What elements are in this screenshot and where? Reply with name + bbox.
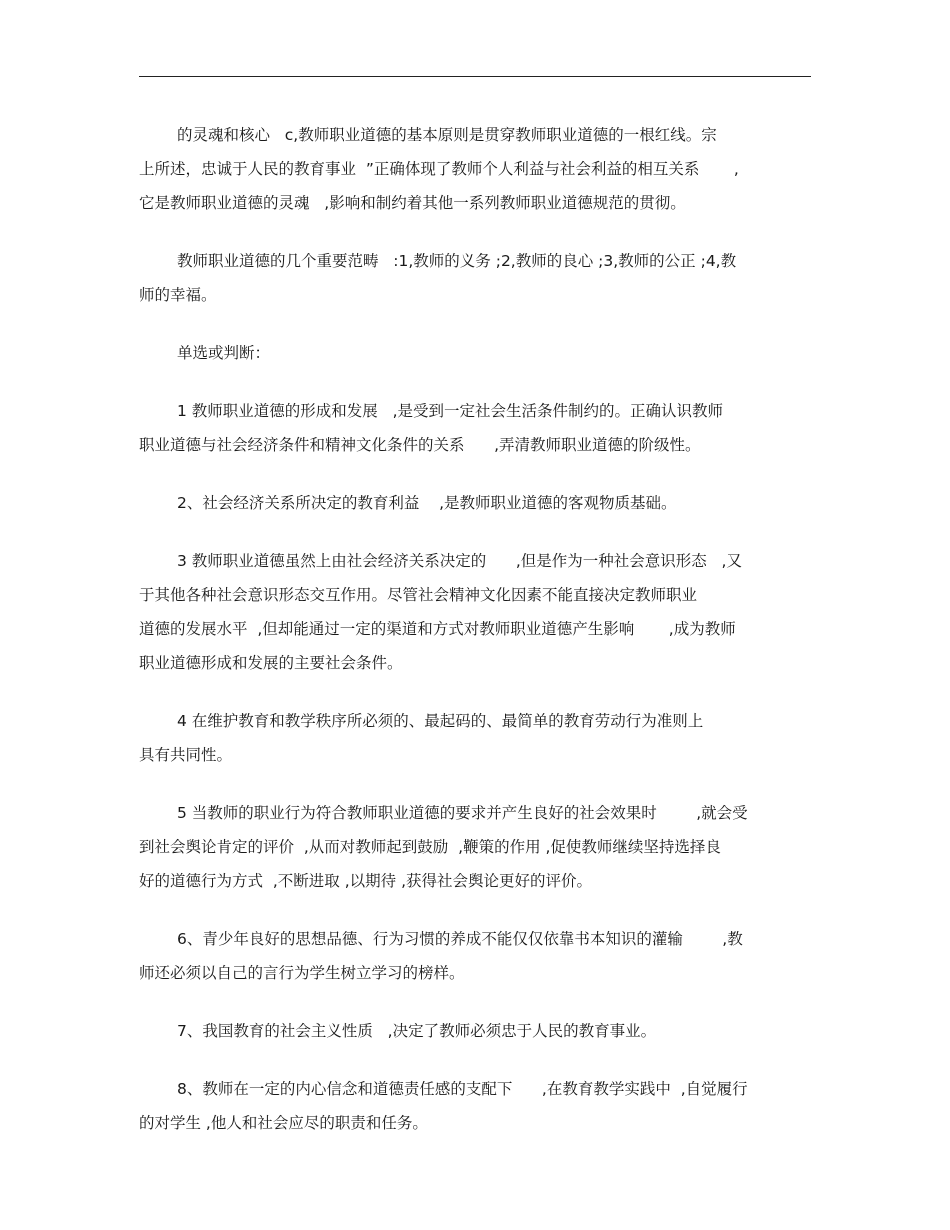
text-line: 到社会舆论肯定的评价 ,从而对教师起到鼓励 ,鞭策的作用 ,促使教师继续坚持选择良 (139, 838, 721, 856)
text-line: 4 在维护教育和教学秩序所必须的、最起码的、最简单的教育劳动行为准则上 (177, 712, 704, 730)
text-line: 职业道德与社会经济条件和精神文化条件的关系 ,弄清教师职业道德的阶级性。 (139, 436, 701, 454)
text-line: 它是教师职业道德的灵魂 ,影响和制约着其他一系列教师职业道德规范的贯彻。 (139, 194, 686, 212)
text-line: 7、我国教育的社会主义性质 ,决定了教师必须忠于人民的教育事业。 (177, 1022, 657, 1040)
paragraph (139, 244, 819, 312)
paragraph (139, 796, 819, 898)
text-line: 好的道德行为方式 ,不断进取 ,以期待 ,获得社会舆论更好的评价。 (139, 872, 592, 890)
text-line: 于其他各种社会意识形态交互作用。尽管社会精神文化因素不能直接决定教师职业 (139, 586, 698, 604)
paragraph (139, 486, 819, 520)
paragraph (139, 704, 819, 772)
document-body (139, 118, 819, 1164)
text-line: 5 当教师的职业行为符合教师职业道德的要求并产生良好的社会效果时 ,就会受 (177, 804, 748, 822)
paragraph (139, 1072, 819, 1140)
text-line: 的对学生 ,他人和社会应尽的职责和任务。 (139, 1114, 428, 1132)
text-line: 2、社会经济关系所决定的教育利益 ,是教师职业道德的客观物质基础。 (177, 494, 677, 512)
text-line: 教师职业道德的几个重要范畴 :1,教师的义务 ;2,教师的良心 ;3,教师的公正 ;4,教 (177, 252, 737, 270)
text-line: 上所述，忠诚于人民的教育事业 ”正确体现了教师个人利益与社会利益的相互关系 , (139, 160, 739, 178)
text-line: 师的幸福。 (139, 286, 217, 304)
text-line: 职业道德形成和发展的主要社会条件。 (139, 654, 403, 672)
text-line: 8、教师在一定的内心信念和道德责任感的支配下 ,在教育教学实践中 ,自觉履行 (177, 1080, 748, 1098)
paragraph (139, 394, 819, 462)
header-rule (139, 76, 811, 77)
text-line: 师还必须以自己的言行为学生树立学习的榜样。 (139, 964, 465, 982)
text-line: 3 教师职业道德虽然上由社会经济关系决定的 ,但是作为一种社会意识形态 ,又 (177, 552, 742, 570)
text-line: 的灵魂和核心 c,教师职业道德的基本原则是贯穿教师职业道德的一根红线。宗 (177, 126, 717, 144)
paragraph (139, 544, 819, 680)
paragraph (139, 118, 819, 220)
text-line: 单选或判断： (177, 344, 271, 362)
text-line: 具有共同性。 (139, 746, 233, 764)
paragraph (139, 922, 819, 990)
text-line: 道德的发展水平 ,但却能通过一定的渠道和方式对教师职业道德产生影响 ,成为教师 (139, 620, 736, 638)
paragraph (139, 336, 819, 370)
paragraph (139, 1014, 819, 1048)
text-line: 1 教师职业道德的形成和发展 ,是受到一定社会生活条件制约的。正确认识教师 (177, 402, 723, 420)
text-line: 6、青少年良好的思想品德、行为习惯的养成不能仅仅依靠书本知识的灌输 ,教 (177, 930, 743, 948)
